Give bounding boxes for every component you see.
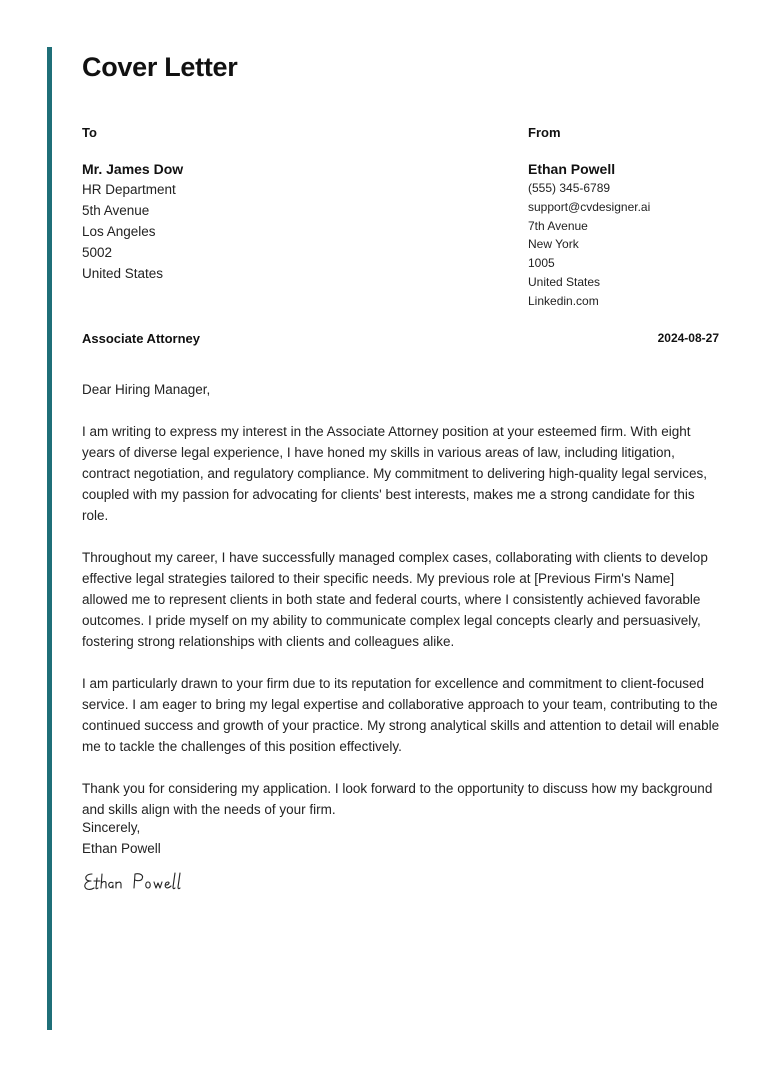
position-title: Associate Attorney	[82, 331, 200, 346]
recipient-block	[82, 159, 382, 284]
letter-date: 2024-08-27	[657, 331, 719, 345]
body-paragraph: I am particularly drawn to your firm due to its reputation for excellence and commitment to client-focused service. I am eager to bring my legal expertise and collaborative approach to your team, contributing to the continued success and growth of your practice. My strong analytical skills and attention to detail will enable me to tackle the challenges of this position effectively.	[82, 676, 720, 754]
page-title: Cover Letter	[82, 52, 238, 82]
recipient-postal-code: 5002	[82, 245, 113, 260]
sender-city: New York	[528, 237, 579, 252]
letter-body	[82, 379, 722, 841]
recipient-city: Los Angeles	[82, 224, 156, 239]
recipient-department: HR Department	[82, 182, 176, 197]
closing-block	[82, 817, 161, 859]
sender-linkedin: Linkedin.com	[528, 293, 599, 308]
closing-phrase: Sincerely,	[82, 820, 141, 835]
sender-email: support@cvdesigner.ai	[528, 199, 651, 214]
sender-phone: (555) 345-6789	[528, 181, 611, 195]
closing-name: Ethan Powell	[82, 841, 161, 856]
sender-postal-code: 1005	[528, 256, 555, 271]
accent-bar	[47, 47, 52, 1030]
recipient-name: Mr. James Dow	[82, 161, 184, 177]
recipient-country: United States	[82, 266, 164, 281]
sender-street: 7th Avenue	[528, 218, 588, 233]
body-paragraph: Throughout my career, I have successfully managed complex cases, collaborating with clients to develop effective legal strategies tailored to their specific needs. My previous role at [Previous Firm's Name] allowed me to represent clients in both state and federal courts, where I consistently achieved favorable outcomes. I pride myself on my ability to communicate complex legal concepts clearly and persuasively, fostering strong relationships with clients and colleagues alike.	[82, 550, 708, 649]
sender-block	[528, 159, 728, 311]
body-paragraph: Thank you for considering my application. I look forward to the opportunity to discuss how my background and skills align with the needs of your firm.	[82, 781, 713, 817]
greeting: Dear Hiring Manager,	[82, 382, 211, 397]
sender-country: United States	[528, 274, 601, 289]
from-label: From	[528, 125, 561, 140]
body-paragraph: I am writing to express my interest in the Associate Attorney position at your esteemed firm. With eight years of diverse legal experience, I have honed my skills in various areas of law, including litigation, contract negotiation, and regulatory compliance. My commitment to delivering high-quality legal services, coupled with my passion for advocating for clients' best interests, makes me a strong candidate for this role.	[82, 424, 708, 523]
recipient-street: 5th Avenue	[82, 203, 150, 218]
sender-name: Ethan Powell	[528, 161, 616, 177]
signature-image	[82, 869, 192, 895]
handwritten-signature	[82, 869, 192, 900]
to-label: To	[82, 125, 97, 140]
